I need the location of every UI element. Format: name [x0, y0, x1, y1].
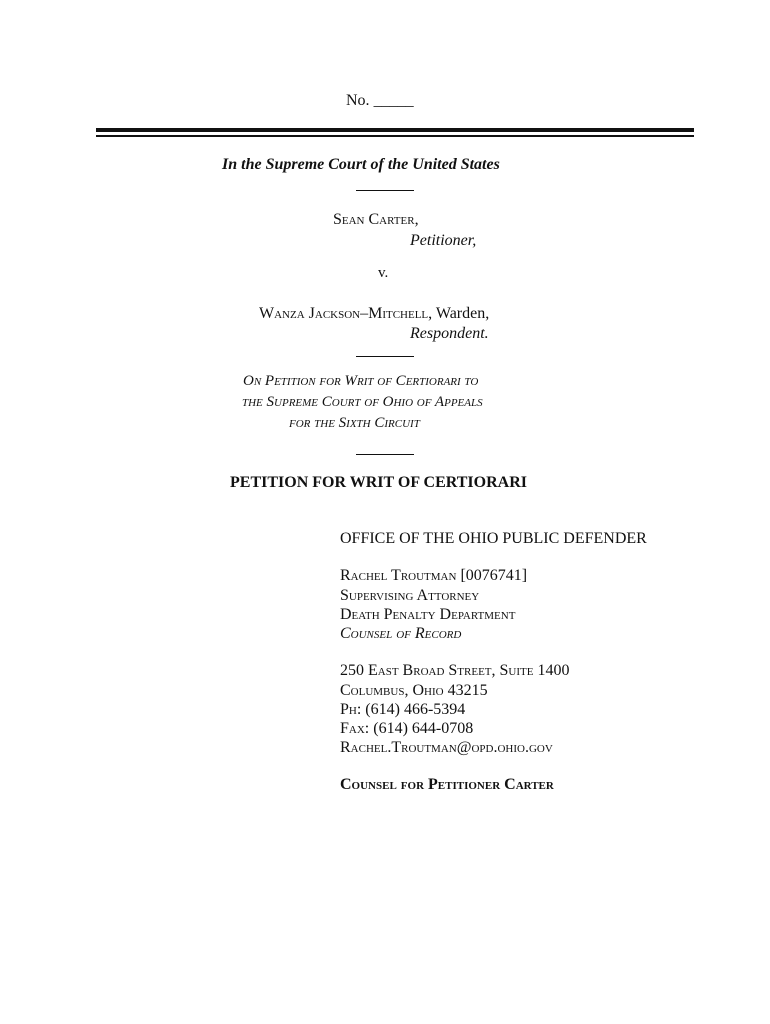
office-name: OFFICE OF THE OHIO PUBLIC DEFENDER [340, 530, 647, 547]
versus-text: v. [378, 265, 389, 281]
petition-origin-line-3: for the Sixth Circuit [289, 415, 420, 431]
docket-number [346, 92, 414, 110]
petition-origin-line-2: the Supreme Court of Ohio of Appeals [242, 394, 483, 410]
divider-3 [356, 454, 414, 455]
petitioner-name: Sean Carter, [333, 211, 419, 228]
phone-line [340, 701, 465, 719]
divider-2 [356, 356, 414, 357]
document-title: PETITION FOR WRIT OF CERTIORARI [230, 474, 527, 491]
respondent-name: Wanza Jackson–Mitchell [259, 305, 429, 322]
bar-number: [0076741] [456, 567, 528, 584]
respondent-line [259, 305, 489, 323]
header-rule-thick [96, 128, 694, 132]
address-street: 250 East Broad Street, Suite 1400 [340, 662, 570, 679]
counsel-designation: Counsel of Record [340, 625, 462, 642]
fax-number: (614) 644-0708 [369, 720, 474, 737]
phone-label: Ph: [340, 701, 362, 718]
docket-blank: _____ [373, 92, 414, 109]
address-city: Columbus, Ohio 43215 [340, 682, 488, 699]
petitioner-role: Petitioner, [410, 232, 477, 249]
attorney-name: Rachel Troutman [340, 567, 457, 584]
respondent-title: , Warden, [428, 305, 490, 322]
divider-1 [356, 190, 414, 191]
header-rule-thin [96, 135, 694, 137]
respondent-role: Respondent. [410, 325, 489, 342]
attorney-department: Death Penalty Department [340, 606, 516, 623]
fax-line [340, 720, 473, 738]
docket-label: No. [346, 92, 370, 109]
phone-number: (614) 466-5394 [361, 701, 466, 718]
counsel-for: Counsel for Petitioner Carter [340, 776, 554, 793]
attorney-position: Supervising Attorney [340, 587, 480, 604]
email-address: Rachel.Troutman@opd.ohio.gov [340, 739, 553, 756]
petition-origin-line-1: On Petition for Writ of Certiorari to [243, 373, 479, 389]
attorney-line [340, 567, 527, 585]
court-name: In the Supreme Court of the United States [222, 156, 500, 173]
fax-label: Fax: [340, 720, 370, 737]
